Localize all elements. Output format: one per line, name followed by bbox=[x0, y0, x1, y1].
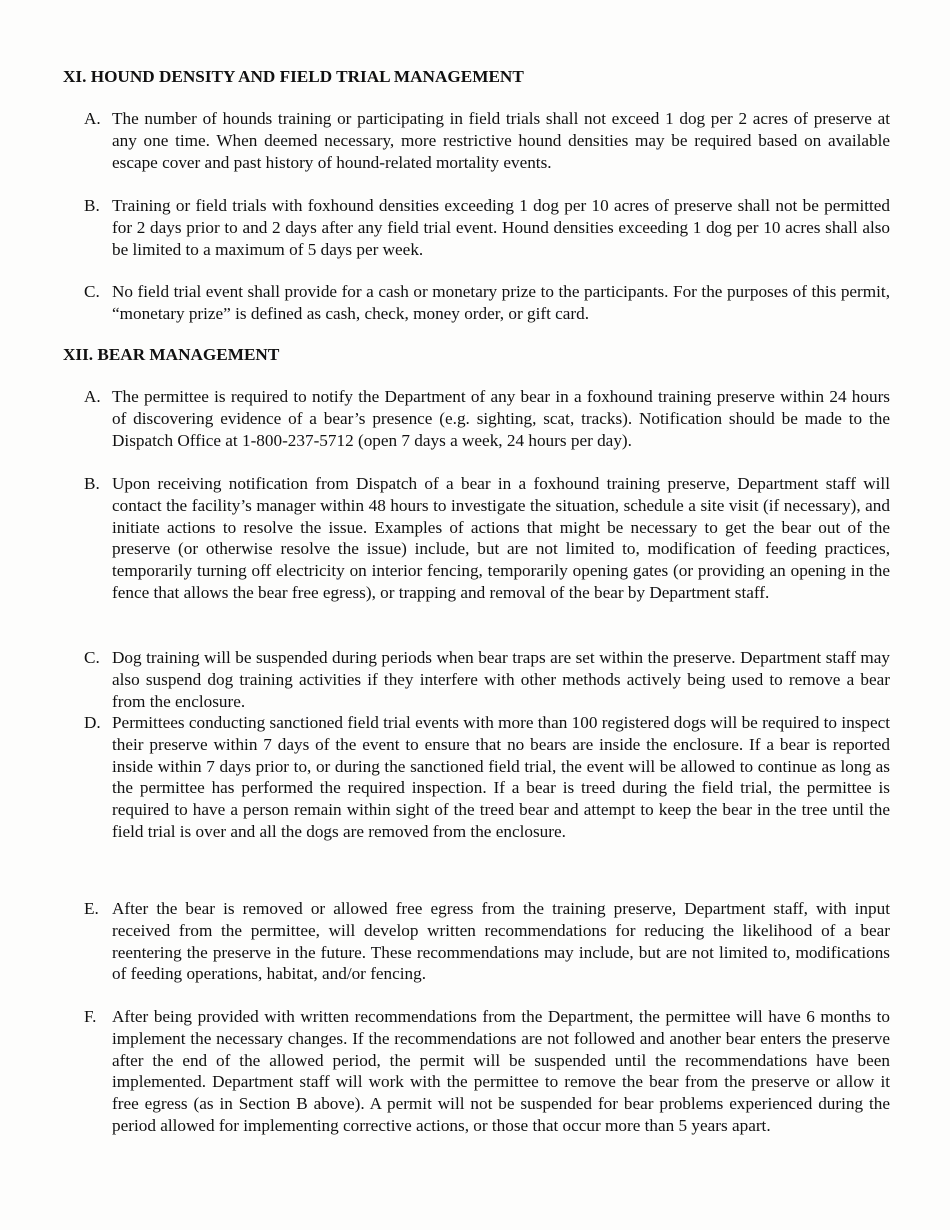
item-text: No field trial event shall provide for a cash or monetary prize to the participants. For the purposes of this permit, “monetary prize” is defined as cash, check, money order, or gift card. bbox=[112, 282, 890, 323]
item-text: After the bear is removed or allowed free egress from the training preserve, Department staff, with input received from the permittee, will develop written recommendations for reducing the likelihood of a bear reentering the preserve in the future. These recommendations may include, but are not limited to, modifications of feeding operations, habitat, and/or fencing. bbox=[112, 899, 890, 984]
list-item bbox=[84, 386, 890, 451]
list-item bbox=[84, 898, 890, 985]
list-item bbox=[84, 712, 890, 843]
list-item bbox=[84, 108, 890, 173]
item-text: Upon receiving notification from Dispatch of a bear in a foxhound training preserve, Department staff will contact the facility’s manager within 48 hours to investigate the situation, schedule a site visit (if necessary), and initiate actions to resolve the issue. Examples of actions that might be necessary to get the bear out of the preserve (or otherwise resolve the issue) include, but are not limited to, modification of feeding practices, temporarily turning off electricity on interior fencing, temporarily opening gates (or providing an opening in the fence that allows the bear free egress), or trapping and removal of the bear by Department staff. bbox=[112, 474, 890, 602]
item-letter: B. bbox=[84, 474, 100, 493]
item-letter: F. bbox=[84, 1007, 97, 1026]
list-item bbox=[84, 281, 890, 325]
list-item bbox=[84, 647, 890, 712]
item-text: Permittees conducting sanctioned field trial events with more than 100 registered dogs will be required to inspect their preserve within 7 days of the event to ensure that no bears are inside the enclosure. If a bear is reported inside within 7 days prior to, or during the sanctioned field trial, the event will be allowed to continue as long as the permittee has performed the required inspection. If a bear is treed during the field trial, the permittee is required to have a person remain within sight of the treed bear and attempt to keep the bear in the tree until the field trial is over and all the dogs are removed from the enclosure. bbox=[112, 713, 891, 841]
item-text: The number of hounds training or participating in field trials shall not exceed 1 dog per 2 acres of preserve at any one time. When deemed necessary, more restrictive hound densities may be required based on available escape cover and past history of hound-related mortality events. bbox=[112, 109, 890, 172]
item-letter: A. bbox=[84, 387, 101, 406]
item-letter: E. bbox=[84, 899, 99, 918]
item-letter: C. bbox=[84, 648, 100, 667]
item-text: After being provided with written recommendations from the Department, the permittee will have 6 months to implement the necessary changes. If the recommendations are not followed and another bear enters the preserve after the end of the allowed period, the permit will be suspended until the recommendations have been implemented. Department staff will work with the permittee to remove the bear from the preserve or allow it free egress (as in Section B above). A permit will not be suspended for bear problems experienced during the period allowed for implementing corrective actions, or those that occur more than 5 years apart. bbox=[112, 1007, 890, 1135]
list-item bbox=[84, 195, 890, 260]
section-heading-hound-density: XI. HOUND DENSITY AND FIELD TRIAL MANAGEMENT bbox=[63, 67, 524, 86]
item-letter: C. bbox=[84, 282, 100, 301]
list-item bbox=[84, 473, 890, 604]
item-letter: D. bbox=[84, 713, 101, 732]
item-letter: B. bbox=[84, 196, 100, 215]
section-heading-bear-management: XII. BEAR MANAGEMENT bbox=[63, 345, 280, 364]
item-text: Dog training will be suspended during periods when bear traps are set within the preserve. Department staff may also suspend dog training activities if they interfere with other methods actively being used to remove a bear from the enclosure. bbox=[112, 648, 890, 711]
list-item bbox=[84, 1006, 890, 1137]
item-text: The permittee is required to notify the Department of any bear in a foxhound training preserve within 24 hours of discovering evidence of a bear’s presence (e.g. sighting, scat, tracks). Notification should be made to the Dispatch Office at 1-800-237-5712 (open 7 days a week, 24 hours per day). bbox=[112, 387, 890, 450]
item-letter: A. bbox=[84, 109, 101, 128]
item-text: Training or field trials with foxhound densities exceeding 1 dog per 10 acres of preserve shall not be permitted for 2 days prior to and 2 days after any field trial event. Hound densities exceeding 1 dog per 10 acres shall also be limited to a maximum of 5 days per week. bbox=[112, 196, 890, 259]
